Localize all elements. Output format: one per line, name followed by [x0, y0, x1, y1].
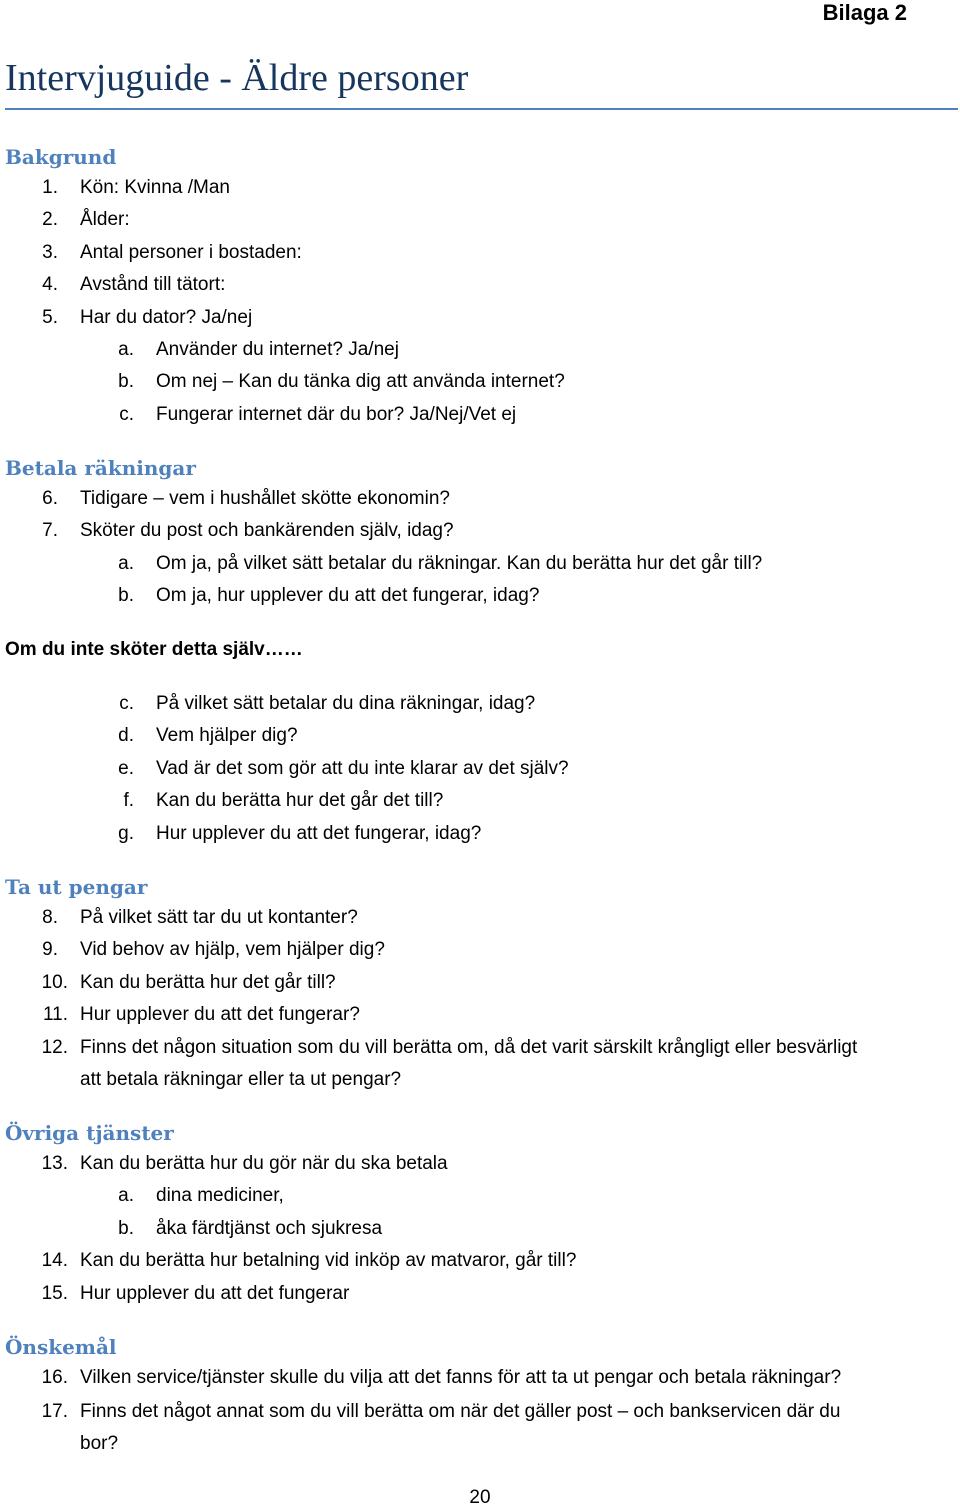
list-item-text: Vilken service/tjänster skulle du vilja att det fanns för att ta ut pengar och betala räkningar?	[80, 1367, 842, 1388]
list-item-text: Kön: Kvinna /Man	[80, 177, 230, 198]
section-heading-onskemal: Önskemål	[5, 1335, 117, 1359]
list-item-text-continued: att betala räkningar eller ta ut pengar?	[80, 1069, 402, 1090]
list-item-number: 2.	[42, 209, 58, 230]
sub-item-text: Om ja, på vilket sätt betalar du räkningar. Kan du berätta hur det går till?	[156, 553, 763, 574]
list-item-number: 5.	[42, 307, 58, 328]
sub-item-letter: g.	[118, 823, 134, 844]
section-heading-ta-ut-pengar: Ta ut pengar	[5, 875, 148, 899]
list-item-text: Sköter du post och bankärenden själv, idag?	[80, 520, 454, 541]
sub-item-letter: a.	[118, 553, 134, 574]
sub-item-letter: a.	[118, 1185, 134, 1206]
list-item-number: 3.	[42, 242, 58, 263]
sub-item-letter: f.	[123, 790, 134, 811]
list-item-number: 15.	[41, 1283, 68, 1304]
list-item-text: Avstånd till tätort:	[80, 274, 226, 295]
list-item-number: 6.	[42, 488, 58, 509]
sub-item-letter: a.	[118, 339, 134, 360]
list-item-text: Kan du berätta hur betalning vid inköp av matvaror, går till?	[80, 1250, 577, 1271]
list-item-number: 4.	[42, 274, 58, 295]
sub-item-letter: b.	[118, 371, 134, 392]
sub-item-text: Om ja, hur upplever du att det fungerar, idag?	[156, 585, 540, 606]
list-item-number: 14.	[41, 1250, 68, 1271]
list-item-number: 11.	[42, 1004, 68, 1025]
list-item-number: 13.	[41, 1153, 68, 1174]
sub-item-letter: d.	[118, 725, 134, 746]
list-item-number: 17.	[41, 1401, 68, 1422]
sub-item-text: På vilket sätt betalar du dina räkningar, idag?	[156, 693, 536, 714]
list-item-number: 12.	[41, 1037, 68, 1058]
sub-item-text: Om nej – Kan du tänka dig att använda internet?	[156, 371, 565, 392]
list-item-text: Kan du berätta hur du gör när du ska betala	[80, 1153, 448, 1174]
subheading-om-du-inte-skoter: Om du inte sköter detta själv……	[5, 639, 303, 660]
section-heading-bakgrund: Bakgrund	[5, 145, 117, 169]
sub-item-letter: c.	[119, 693, 134, 714]
list-item-number: 16.	[41, 1367, 68, 1388]
list-item-text: På vilket sätt tar du ut kontanter?	[80, 907, 358, 928]
sub-item-letter: e.	[118, 758, 134, 779]
sub-item-text: Vad är det som gör att du inte klarar av det själv?	[156, 758, 569, 779]
sub-item-text: Använder du internet? Ja/nej	[156, 339, 399, 360]
list-item-text: Vid behov av hjälp, vem hjälper dig?	[80, 939, 385, 960]
list-item-text: Har du dator? Ja/nej	[80, 307, 253, 328]
list-item-text: Finns det något annat som du vill berätta om när det gäller post – och bankservicen där du	[80, 1401, 841, 1422]
sub-item-text: Fungerar internet där du bor? Ja/Nej/Vet ej	[156, 404, 517, 425]
list-item-number: 8.	[42, 907, 58, 928]
sub-item-letter: b.	[118, 1218, 134, 1239]
title-divider	[5, 108, 958, 110]
list-item-text: Tidigare – vem i hushållet skötte ekonomin?	[80, 488, 450, 509]
document-title: Intervjuguide - Äldre personer	[5, 57, 469, 99]
list-item-text: Ålder:	[80, 209, 130, 230]
list-item-text: Hur upplever du att det fungerar?	[80, 1004, 360, 1025]
list-item-number: 9.	[42, 939, 58, 960]
list-item-text: Antal personer i bostaden:	[80, 242, 302, 263]
attachment-label: Bilaga 2	[822, 0, 907, 25]
sub-item-text: Vem hjälper dig?	[156, 725, 298, 746]
sub-item-text: dina mediciner,	[156, 1185, 284, 1206]
sub-item-text: Hur upplever du att det fungerar, idag?	[156, 823, 482, 844]
list-item-text: Kan du berätta hur det går till?	[80, 972, 336, 993]
sub-item-text: Kan du berätta hur det går det till?	[156, 790, 444, 811]
section-heading-ovriga-tjanster: Övriga tjänster	[5, 1121, 174, 1145]
list-item-number: 10.	[41, 972, 68, 993]
sub-item-text: åka färdtjänst och sjukresa	[156, 1218, 383, 1239]
sub-item-letter: b.	[118, 585, 134, 606]
page-number: 20	[469, 1487, 491, 1508]
list-item-text: Hur upplever du att det fungerar	[80, 1283, 350, 1304]
list-item-number: 1.	[42, 177, 58, 198]
list-item-number: 7.	[42, 520, 58, 541]
section-heading-betala-rakningar: Betala räkningar	[5, 456, 196, 480]
list-item-text-continued: bor?	[80, 1433, 119, 1454]
list-item-text: Finns det någon situation som du vill berätta om, då det varit särskilt krångligt eller besvärligt	[80, 1037, 858, 1058]
sub-item-letter: c.	[119, 404, 134, 425]
